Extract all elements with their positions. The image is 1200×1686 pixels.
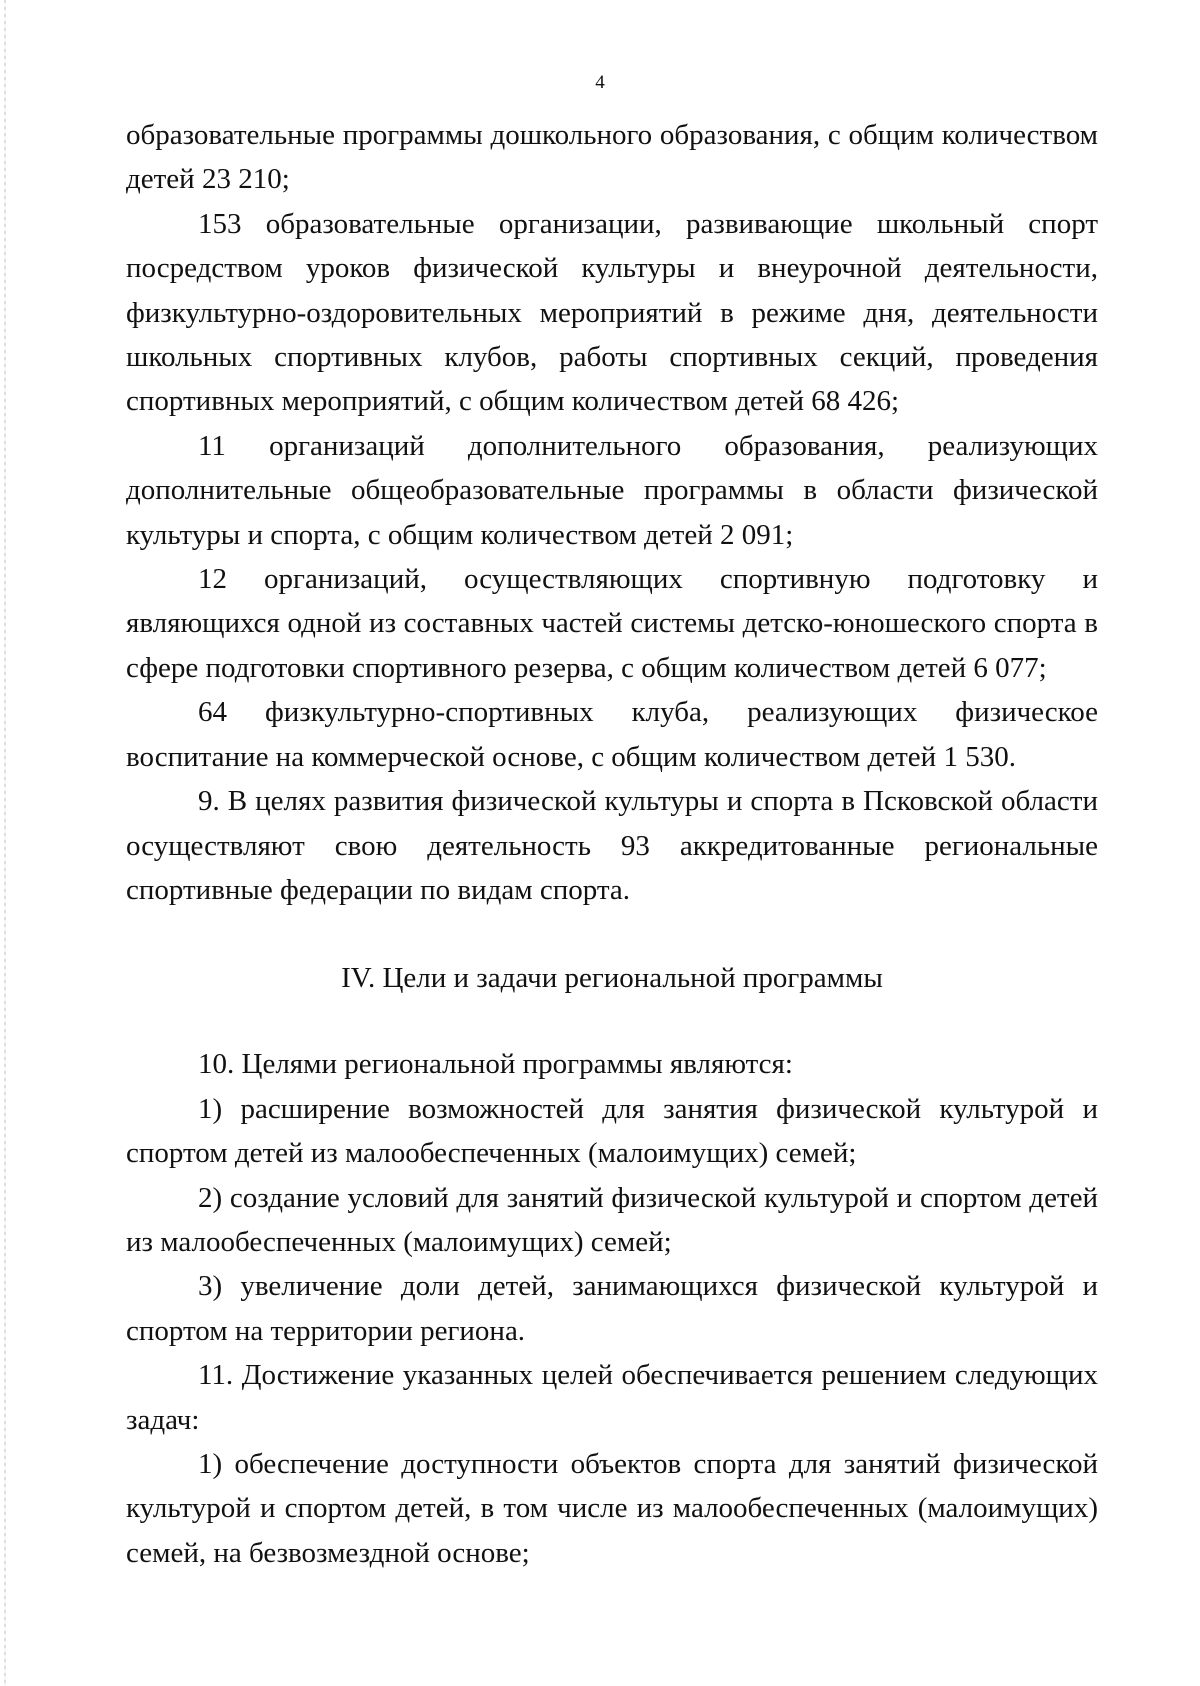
spacer [126, 912, 1098, 956]
paragraph: 12 организаций, осуществляющих спортивную подготовку и являющихся одной из составных частей системы детско-юношеского спорта в сфере подготовки спортивного резерва, с общим количеством детей 6 077; [126, 563, 1098, 684]
paragraph: 11. Достижение указанных целей обеспечивается решением следующих задач: [126, 1359, 1098, 1436]
paragraph: 1) обеспечение доступности объектов спорта для занятий физической культурой и спортом детей, в том числе из малообеспеченных (малоимущих) семей, на безвозмездной основе; [126, 1447, 1098, 1569]
paragraph: 2) создание условий для занятий физической культурой и спортом детей из малообеспеченных (малоимущих) семей; [126, 1181, 1098, 1258]
paragraph: образовательные программы дошкольного образования, с общим количеством детей 23 210; [126, 119, 1098, 196]
document-body [126, 113, 1098, 1575]
paragraph: 10. Целями региональной программы являются: [198, 1048, 793, 1081]
paragraph: 153 образовательные организации, развивающие школьный спорт посредством уроков физической культуры и внеурочной деятельности, физкультурно-оздоровительных мероприятий в режиме дня, деятельности школьных спортивных клубов, работы спортивных секций, проведения спортивных мероприятий, с общим количеством детей 68 426; [126, 207, 1098, 418]
paragraph: 1) расширение возможностей для занятия физической культурой и спортом детей из малообеспеченных (малоимущих) семей; [126, 1092, 1098, 1170]
paragraph: 64 физкультурно-спортивных клуба, реализующих физическое воспитание на коммерческой основе, с общим количеством детей 1 530. [126, 696, 1098, 773]
scan-edge-artifact [4, 0, 6, 1686]
paragraph: 9. В целях развития физической культуры и спорта в Псковской области осуществляют свою деятельность 93 аккредитованные региональные спортивные федерации по видам спорта. [126, 785, 1098, 906]
paragraph: 3) увеличение доли детей, занимающихся физической культурой и спортом на территории региона. [126, 1270, 1098, 1347]
spacer [126, 1000, 1098, 1042]
page-number: 4 [595, 72, 605, 93]
section-heading: IV. Цели и задачи региональной программы [341, 962, 883, 995]
paragraph: 11 организаций дополнительного образования, реализующих дополнительные общеобразовательные программы в области физической культуры и спорта, с общим количеством детей 2 091; [126, 429, 1098, 551]
